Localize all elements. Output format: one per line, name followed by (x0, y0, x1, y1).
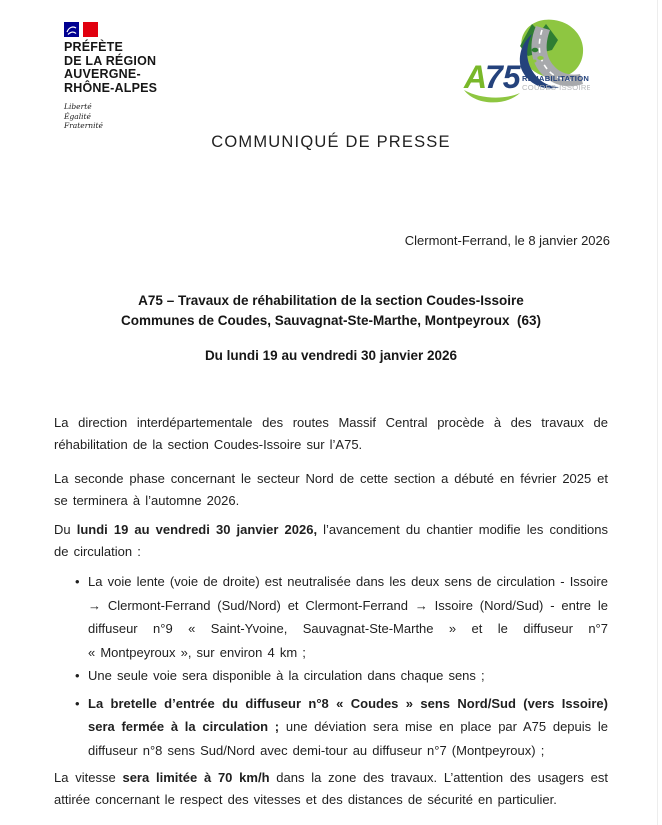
bullet-marker: • (75, 668, 80, 683)
document-title: COMMUNIQUÉ DE PRESSE (211, 133, 451, 151)
a75-logo (462, 16, 590, 106)
page-right-edge (657, 0, 658, 825)
a75-logo-subtitle2: COUDES-ISSOIRE (522, 83, 590, 92)
bullet-marker: • (75, 574, 80, 589)
gov-title-line: RHÔNE-ALPES (64, 80, 158, 95)
gov-logo-block (64, 22, 157, 131)
gov-title-line: DE LA RÉGION (64, 53, 157, 68)
french-flag-icon (64, 22, 98, 37)
bullet-list (54, 570, 608, 762)
press-release-title (30, 291, 632, 366)
paragraph-2: La seconde phase concernant le secteur Nord de cette section a débuté en février 2025 et se terminera à l’automne 2026. (54, 471, 608, 508)
a75-logo-letter-a: A (464, 59, 488, 95)
gov-title (64, 41, 157, 95)
paragraph-1: La direction interdépartementale des routes Massif Central procède à des travaux de réhabilitation de la section Coudes-Issoire sur l’A75. (54, 415, 608, 452)
dateline: Clermont-Ferrand, le 8 janvier 2026 (404, 233, 610, 248)
gov-title-line: AUVERGNE- (64, 67, 141, 81)
title-line-3: Du lundi 19 au vendredi 30 janvier 2026 (204, 348, 458, 363)
gov-title-line: PRÉFÈTE (64, 40, 124, 54)
a75-logo-subtitle1: RÉHABILITATION (522, 74, 590, 83)
gov-motto (64, 102, 157, 131)
body-text (54, 412, 608, 810)
motto-line: Égalité (64, 111, 91, 121)
title-line-2: Communes de Coudes, Sauvagnat-Ste-Marthe, Montpeyroux (63) (120, 312, 542, 328)
motto-line: Liberté (64, 102, 92, 111)
bullet-marker: • (75, 695, 80, 711)
bullet-text: Une seule voie sera disponible à la circulation dans chaque sens ; (88, 668, 485, 683)
a75-logo-number: 75 (485, 59, 521, 95)
paragraph-4: La vitesse sera limitée à 70 km/h dans la zone des travaux. L’attention des usagers est attirée concernant le respect des vitesses et des distances de sécurité en particulier. (54, 770, 608, 807)
bullet-text: La voie lente (voie de droite) est neutralisée dans les deux sens de circulation - Issoire → Clermont-Ferrand (Sud/Nord) et Clermont-Ferrand → Issoire (Nord/Sud) - entre le diffuseur n°9 « Saint-Yvoine, Sauvagnat-Ste-Marthe » et le diffuseur n°7 « Montpeyroux », sur environ 4 km ; (88, 574, 608, 660)
bullet-item (54, 692, 608, 763)
motto-line: Fraternité (64, 121, 103, 130)
bullet-item (54, 664, 608, 688)
bullet-text: La bretelle d’entrée du diffuseur n°8 « Coudes » sens Nord/Sud (vers Issoire) sera fermée à la circulation ; une déviation sera mise en place par A75 depuis le diffuseur n°8 sens Sud/Nord avec demi-tour au diffuseur n°7 (Montpeyroux) ; (88, 695, 608, 758)
title-line-1: A75 – Travaux de réhabilitation de la section Coudes-Issoire (138, 293, 524, 308)
paragraph-3: Du lundi 19 au vendredi 30 janvier 2026, l’avancement du chantier modifie les conditions de circulation : (54, 522, 609, 559)
bullet-item (54, 570, 608, 664)
a75-logo-art (462, 16, 590, 106)
